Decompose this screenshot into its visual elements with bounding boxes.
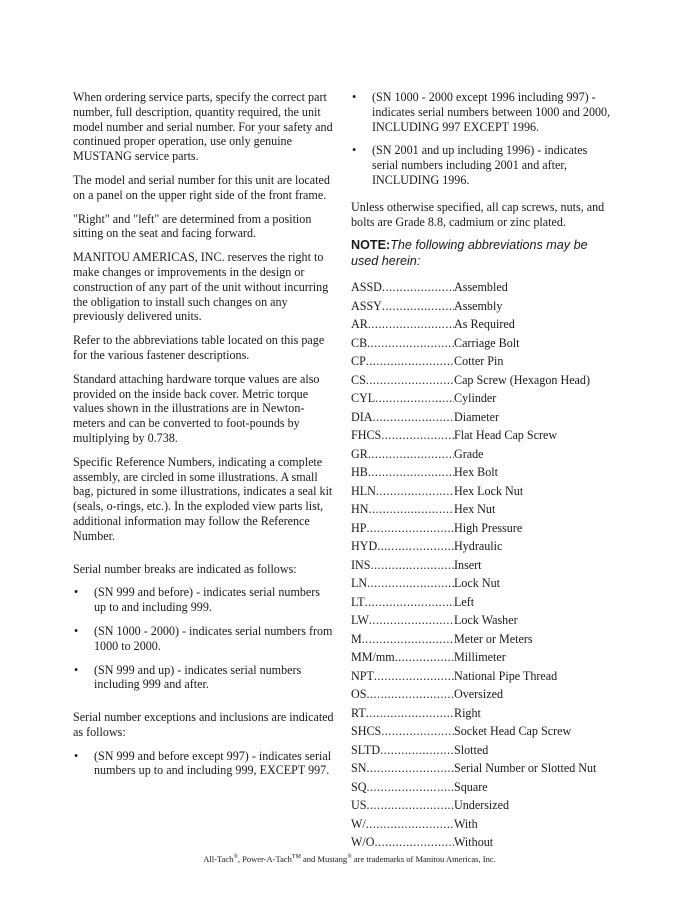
trademark-footer: All-Tach®, Power-A-Tach™ and Mustang® are trademarks of Manitou Americas, Inc. (203, 853, 496, 864)
bullet-icon: • (352, 90, 357, 104)
abbreviation-row (351, 463, 613, 482)
abbreviation-row (351, 297, 613, 316)
abbreviation-row (351, 352, 613, 371)
abbreviation-row (351, 371, 613, 390)
abbreviation-definition: Square (454, 779, 488, 794)
abbreviation-term: LW ..... (351, 611, 454, 630)
abbreviation-term: SQ ..... (351, 778, 454, 797)
abbreviation-row (351, 833, 613, 852)
list-item: • (SN 2001 and up including 1996) - indicates serial numbers including 2001 and after, INCLUDING 1996. (352, 143, 588, 187)
abbreviation-row (351, 315, 613, 334)
abbreviation-definition: Meter or Meters (454, 631, 533, 646)
abbreviation-definition: Undersized (454, 798, 510, 813)
abbreviation-definition: Cylinder (454, 391, 497, 406)
exceptions-list-right (351, 90, 613, 188)
abbreviation-term: SLTD ..... (351, 741, 454, 760)
rights-paragraph: MANITOU AMERICAS, INC. reserves the right to make changes or improvements in the design or construction of any part of the unit without incurring the obligation to install such changes on any previously delivered units. (73, 250, 329, 324)
abbreviation-definition: As Required (454, 317, 515, 332)
orientation-paragraph: "Right" and "left" are determined from a position sitting on the seat and facing forward. (73, 211, 312, 241)
abbreviation-row (351, 519, 613, 538)
bullet-icon: • (74, 748, 79, 763)
abbreviation-row (351, 778, 613, 797)
abbreviation-term: AR ..... (351, 315, 454, 334)
abbreviation-definition: National Pipe Thread (454, 668, 558, 683)
serial-location-paragraph: The model and serial number for this unit are located on a panel on the upper right side of the front frame. (73, 172, 330, 202)
abbreviation-term: LN ..... (351, 574, 454, 593)
abbreviation-definition: Socket Head Cap Screw (454, 724, 572, 739)
abbreviation-row (351, 685, 613, 704)
abbreviation-definition: Lock Washer (454, 613, 518, 628)
abbreviation-term: HLN ..... (351, 482, 454, 501)
abbreviation-row (351, 759, 613, 778)
abbreviation-row (351, 611, 613, 630)
abbreviation-term: NPT ..... (351, 667, 454, 686)
exceptions-list-left (73, 749, 335, 779)
abbreviation-definition: Lock Nut (454, 576, 501, 591)
abbreviation-term: SN ..... (351, 759, 454, 778)
abbreviation-row (351, 630, 613, 649)
abbreviation-term: HB ..... (351, 463, 454, 482)
abbreviation-definition: Insert (454, 557, 482, 572)
abbreviation-row (351, 796, 613, 815)
list-item: • (SN 999 and up) - indicates serial numbers including 999 and after. (74, 662, 302, 692)
abbreviation-term: ASSD ..... (351, 278, 454, 297)
note-label: NOTE: (351, 238, 391, 253)
bullet-icon: • (74, 662, 79, 677)
list-item: • (SN 999 and before) - indicates serial numbers up to and including 999. (74, 585, 321, 615)
abbreviations-reference-paragraph: Refer to the abbreviations table located on this page for the various fastener descriptions. (73, 333, 325, 362)
abbreviation-row (351, 815, 613, 834)
abbreviation-definition: Cap Screw (Hexagon Head) (454, 372, 591, 387)
abbreviation-definition: Slotted (454, 742, 489, 757)
breaks-intro: Serial number breaks are indicated as follows: (73, 561, 297, 576)
abbreviation-row (351, 648, 613, 667)
ordering-paragraph: When ordering service parts, specify the correct part number, full description, quantity required, the unit model number and serial number. For your safety and continued proper operation, use only genuine MUSTANG service parts. (73, 90, 333, 164)
abbreviation-definition: Left (454, 594, 475, 609)
abbreviation-term: HP ..... (351, 519, 454, 538)
abbreviation-definition: High Pressure (454, 520, 523, 535)
abbreviation-row (351, 537, 613, 556)
abbreviation-row (351, 722, 613, 741)
abbreviation-definition: Assembled (454, 280, 508, 295)
abbreviation-row (351, 704, 613, 723)
abbreviation-term: CP ..... (351, 352, 454, 371)
abbreviation-term: INS ..... (351, 556, 454, 575)
grade-paragraph: Unless otherwise specified, all cap screws, nuts, and bolts are Grade 8.8, cadmium or zinc plated. (351, 199, 605, 229)
abbreviation-row (351, 667, 613, 686)
abbreviation-term: LT ..... (351, 593, 454, 612)
bullet-icon: • (74, 623, 79, 638)
list-item: • (SN 1000 - 2000) - indicates serial numbers from 1000 to 2000. (74, 623, 333, 653)
abbreviations-table (351, 278, 613, 852)
abbreviation-definition: Without (454, 835, 494, 850)
abbreviation-definition: Hydraulic (454, 539, 503, 554)
abbreviation-row (351, 389, 613, 408)
abbreviation-row (351, 278, 613, 297)
abbreviation-definition: Hex Lock Nut (454, 483, 524, 498)
abbreviation-term: MM/mm ..... (351, 648, 454, 667)
abbreviation-term: CS ..... (351, 371, 454, 390)
abbreviation-term: GR ..... (351, 445, 454, 464)
abbreviation-term: SHCS ..... (351, 722, 454, 741)
reference-numbers-paragraph: Specific Reference Numbers, indicating a complete assembly, are circled in some illustrations. A small bag, pictured in some illustrations, indicates a seal kit (seals, o-rings, etc.). In the exploded view parts list, additional information may follow the Reference Number. (73, 454, 333, 543)
torque-paragraph: Standard attaching hardware torque values are also provided on the inside back cover. Metric torque values shown in the illustrations are in Newton-meters and can be converted to foot-pounds by multiplying by 0.738. (73, 371, 320, 445)
abbreviation-definition: Grade (454, 446, 484, 461)
abbreviation-term: FHCS ..... (351, 426, 454, 445)
abbreviation-term: M ..... (351, 630, 454, 649)
note-block (351, 238, 613, 269)
abbreviation-definition: Hex Bolt (454, 465, 499, 480)
abbreviation-definition: Hex Nut (454, 502, 496, 517)
abbreviation-term: W/O ..... (351, 833, 454, 852)
abbreviation-definition: Right (454, 705, 481, 720)
abbreviation-row (351, 556, 613, 575)
abbreviation-row (351, 574, 613, 593)
note-text: The following abbreviations may be used herein: (351, 238, 588, 268)
abbreviation-definition: Carriage Bolt (454, 335, 520, 350)
abbreviation-row (351, 334, 613, 353)
abbreviation-row (351, 426, 613, 445)
abbreviation-term: HN ..... (351, 500, 454, 519)
abbreviation-term: OS ..... (351, 685, 454, 704)
abbreviation-term: HYD ..... (351, 537, 454, 556)
abbreviation-term: CB ..... (351, 334, 454, 353)
abbreviation-definition: Diameter (454, 409, 499, 424)
abbreviation-row (351, 593, 613, 612)
breaks-list (73, 585, 335, 692)
right-column (351, 90, 613, 852)
abbreviation-definition: Cotter Pin (454, 354, 504, 369)
abbreviation-definition: With (454, 816, 478, 831)
list-item: • (SN 999 and before except 997) - indicates serial numbers up to and including 999, EXCEPT 997. (74, 748, 332, 778)
abbreviation-definition: Serial Number or Slotted Nut (454, 761, 597, 776)
abbreviation-term: CYL ..... (351, 389, 454, 408)
abbreviation-row (351, 408, 613, 427)
list-item: • (SN 1000 - 2000 except 1996 including 997) - indicates serial numbers between 1000 and 2000, INCLUDING 997 EXCEPT 1996. (352, 90, 611, 134)
abbreviation-row (351, 445, 613, 464)
bullet-icon: • (74, 585, 79, 600)
abbreviation-definition: Millimeter (454, 650, 506, 665)
abbreviation-term: US ..... (351, 796, 454, 815)
abbreviation-term: ASSY ..... (351, 297, 454, 316)
left-column (73, 90, 335, 790)
abbreviation-row (351, 482, 613, 501)
abbreviation-definition: Oversized (454, 687, 504, 702)
abbreviation-definition: Assembly (454, 298, 503, 313)
abbreviation-term: RT ..... (351, 704, 454, 723)
abbreviation-term: W/ ..... (351, 815, 454, 834)
exceptions-intro: Serial number exceptions and inclusions are indicated as follows: (73, 710, 334, 739)
bullet-icon: • (352, 143, 357, 158)
abbreviation-term: DIA ..... (351, 408, 454, 427)
abbreviation-row (351, 741, 613, 760)
abbreviation-row (351, 500, 613, 519)
abbreviation-definition: Flat Head Cap Screw (454, 428, 558, 443)
